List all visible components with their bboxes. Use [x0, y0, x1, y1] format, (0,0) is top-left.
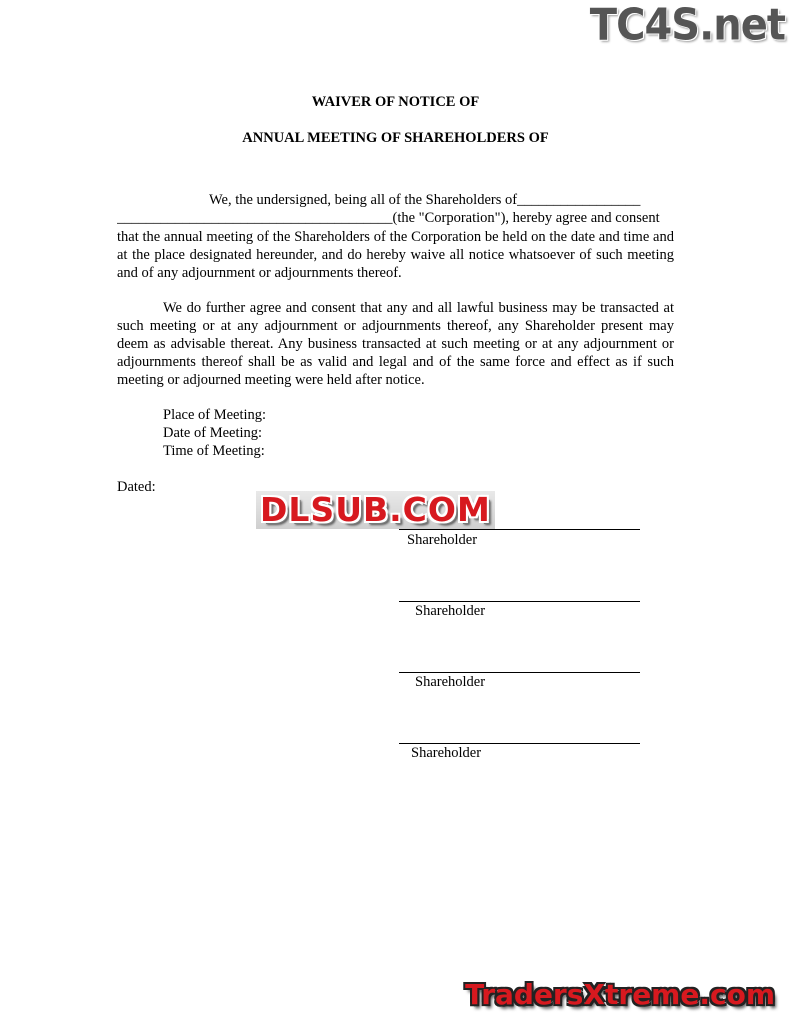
para1-body: that the annual meeting of the Shareholders of the Corporation be held on the date and time and at the place designated hereunder, and do hereby waive all notice whatsoever of such meeting and of any adjournment or adjournments thereof. [117, 229, 674, 281]
signature-line [399, 672, 640, 673]
para1-line1: We, the undersigned, being all of the Shareholders of_________________ [209, 192, 641, 208]
signature-line [399, 743, 640, 744]
place-of-meeting-label: Place of Meeting: [163, 407, 267, 423]
shareholder-label: Shareholder [407, 532, 478, 548]
date-of-meeting-label: Date of Meeting: [163, 425, 263, 441]
time-of-meeting-label: Time of Meeting: [163, 443, 265, 459]
document-title-line2: ANNUAL MEETING OF SHAREHOLDERS OF [242, 130, 549, 146]
tradersxtreme-watermark: TradersXtreme.com [465, 978, 775, 1011]
shareholder-label: Shareholder [415, 603, 486, 619]
signature-line [399, 529, 640, 530]
shareholder-label: Shareholder [415, 674, 486, 690]
dated-label: Dated: [117, 479, 156, 495]
tc4s-watermark: TC4S.net [589, 0, 785, 51]
dlsub-watermark: DLSUB.COM [256, 491, 495, 529]
signature-line [399, 601, 640, 602]
para2-body: We do further agree and consent that any and all lawful business may be transacted at such meeting or at any adjournment or adjournments thereof, any Shareholder present may deem as advisable thereat. Any business transacted at such meeting or at any adjournment or adjournments thereof shall be as valid and legal and of the same force and effect as if such meeting or adjourned meeting were held after notice. [117, 300, 674, 388]
para1-line2: ______________________________________(the "Corporation"), hereby agree and consent [117, 210, 660, 226]
shareholder-label: Shareholder [411, 745, 482, 761]
document-title-line1: WAIVER OF NOTICE OF [311, 94, 480, 110]
